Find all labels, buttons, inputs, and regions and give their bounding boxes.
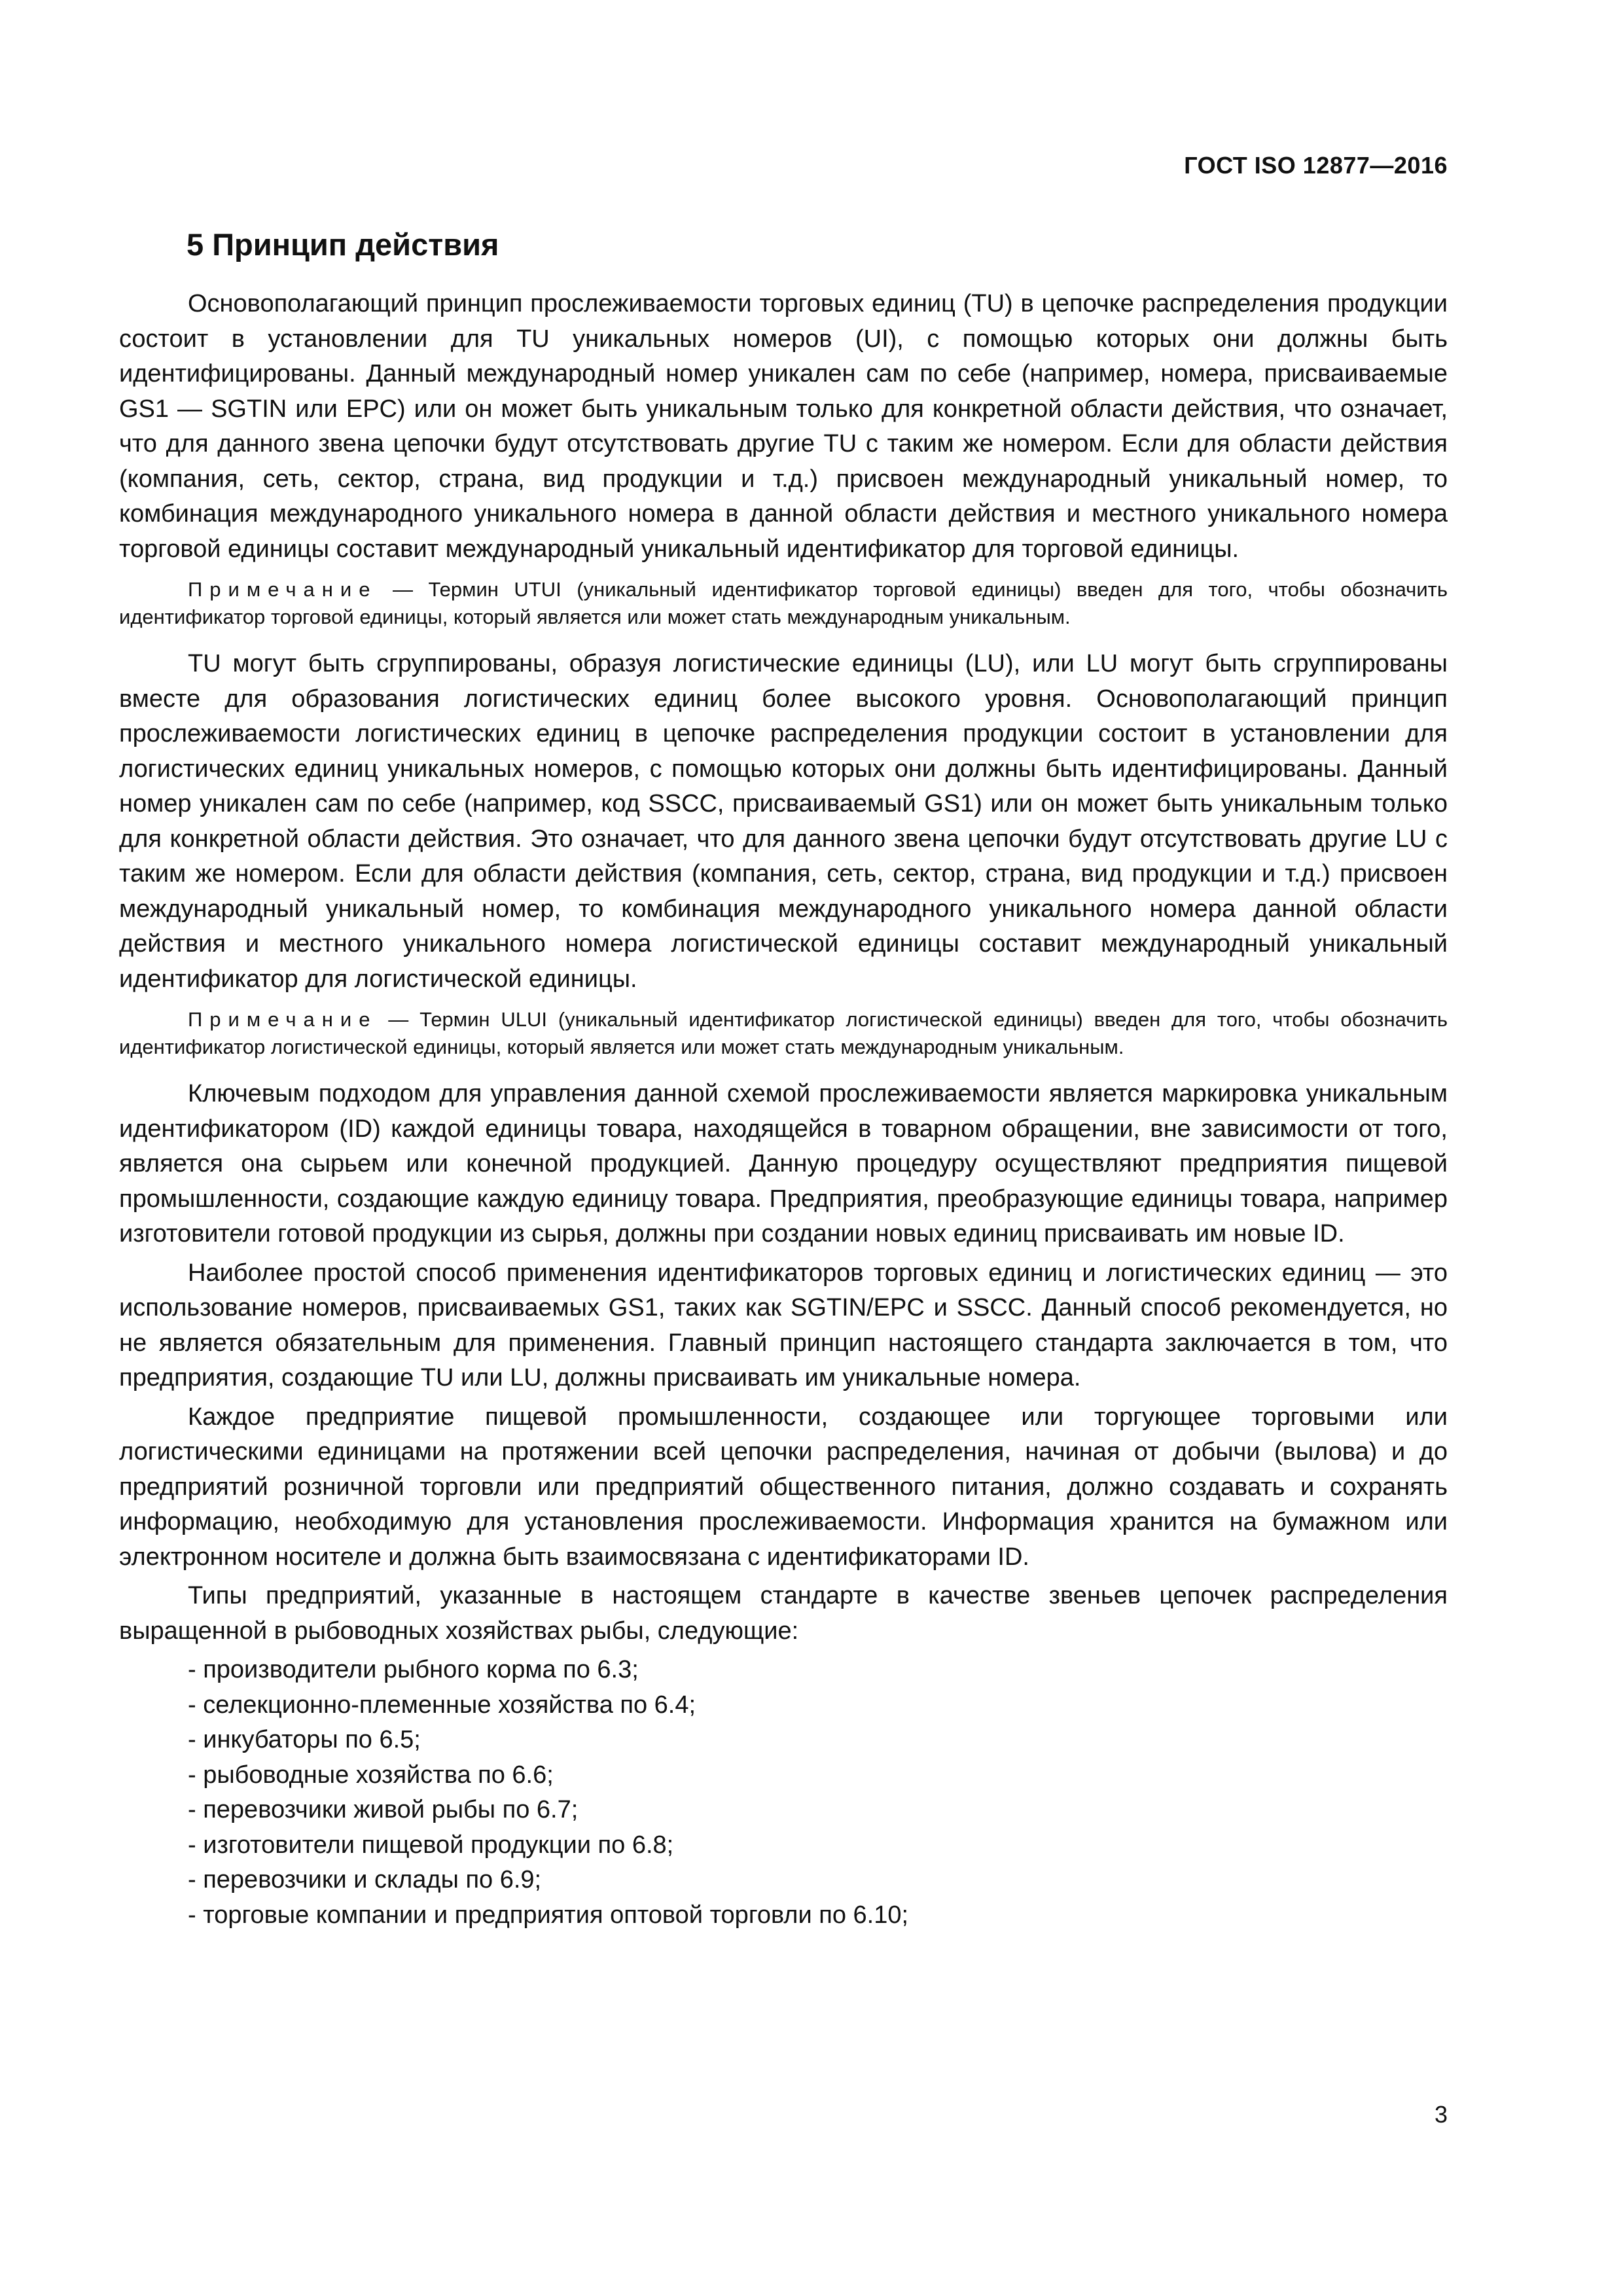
note-text: — Термин UTUI (уникальный идентификатор торговой единицы) введен для того, чтобы обозначить идентификатор торговой единицы, который является или может стать международным уникальным.	[119, 578, 1448, 628]
list-item: - селекционно-племенные хозяйства по 6.4;	[188, 1691, 696, 1719]
standard-code: ГОСТ ISO 12877—2016	[1184, 152, 1448, 179]
list-item: - перевозчики и склады по 6.9;	[188, 1866, 542, 1893]
page-number: 3	[1434, 2101, 1448, 2128]
list-item: - производители рыбного корма по 6.3;	[188, 1656, 639, 1683]
list-item: - инкубаторы по 6.5;	[188, 1726, 421, 1753]
list-item: - перевозчики живой рыбы по 6.7;	[188, 1796, 579, 1823]
body-text	[119, 287, 1448, 1933]
paragraph: Ключевым подходом для управления данной схемой прослеживаемости является маркировка уникальным идентификатором (ID) каждой единицы товара, находящейся в товарном обращении, вне зависимости от того, является она сырьем или конечной продукцией. Данную процедуру осуществляют предприятия пищевой промышленности, создающие каждую единицу товара. Предприятия, преобразующие единицы товара, например изготовители готовой продукции из сырья, должны при создании новых единиц присваивать им новые ID.	[119, 1080, 1448, 1247]
list-item: - изготовители пищевой продукции по 6.8;	[188, 1831, 674, 1859]
list-item: - рыбоводные хозяйства по 6.6;	[188, 1761, 554, 1789]
note-text: — Термин ULUI (уникальный идентификатор логистической единицы) введен для того, чтобы обозначить идентификатор логистической единицы, который является или может стать международным уникальным.	[119, 1008, 1448, 1058]
paragraph: Типы предприятий, указанные в настоящем стандарте в качестве звеньев цепочек распределения выращенной в рыбоводных хозяйствах рыбы, следующие:	[119, 1582, 1448, 1645]
section-title: 5 Принцип действия	[187, 227, 499, 262]
note	[119, 576, 1448, 631]
paragraph: Наиболее простой способ применения идентификаторов торговых единиц и логистических единиц — это использование номеров, присваиваемых GS1, таких как SGTIN/EPC и SSCC. Данный способ рекомендуется, но не является обязательным для применения. Главный принцип настоящего стандарта заключается в том, что предприятия, создающие TU или LU, должны присваивать им уникальные номера.	[119, 1259, 1448, 1391]
paragraph: TU могут быть сгруппированы, образуя логистические единицы (LU), или LU могут быть сгруппированы вместе для образования логистических единиц более высокого уровня. Основополагающий принцип прослеживаемости логистических единиц в цепочке распределения продукции состоит в установлении для логистических единиц уникальных номеров, с помощью которых они должны быть идентифицированы. Данный номер уникален сам по себе (например, код SSCC, присваиваемый GS1) или он может быть уникальным только для конкретной области действия. Это означает, что для данного звена цепочки будут отсутствовать другие LU с таким же номером. Если для области действия (компания, сеть, сектор, страна, вид продукции и т.д.) присвоен международный уникальный номер, то комбинация международного уникального номера данной области действия и местного уникального номера логистической единицы составит международный уникальный идентификатор для логистической единицы.	[119, 650, 1448, 993]
paragraph: Каждое предприятие пищевой промышленности, создающее или торгующее торговыми или логистическими единицами на протяжении всей цепочки распределения, начиная от добычи (вылова) и до предприятий розничной торговли или предприятий общественного питания, должно создавать и сохранять информацию, необходимую для установления прослеживаемости. Информация хранится на бумажном или электронном носителе и должна быть взаимосвязана с идентификаторами ID.	[119, 1403, 1448, 1571]
list-item: - торговые компании и предприятия оптовой торговли по 6.10;	[188, 1901, 909, 1929]
paragraph: Основополагающий принцип прослеживаемости торговых единиц (TU) в цепочке распределения продукции состоит в установлении для TU уникальных номеров (UI), с помощью которых они должны быть идентифицированы. Данный международный номер уникален сам по себе (например, номера, присваиваемые GS1 — SGTIN или EPC) или он может быть уникальным только для конкретной области действия, что означает, что для данного звена цепочки будут отсутствовать другие TU с таким же номером. Если для области действия (компания, сеть, сектор, страна, вид продукции и т.д.) присвоен международный уникальный номер, то комбинация международного уникального номера в данной области действия и местного уникального номера торговой единицы составит международный уникальный идентификатор для торговой единицы.	[119, 290, 1448, 563]
note	[119, 1006, 1448, 1061]
enterprise-type-list	[188, 1653, 1448, 1933]
note-label: Примечание	[188, 578, 378, 601]
note-label: Примечание	[188, 1008, 378, 1031]
